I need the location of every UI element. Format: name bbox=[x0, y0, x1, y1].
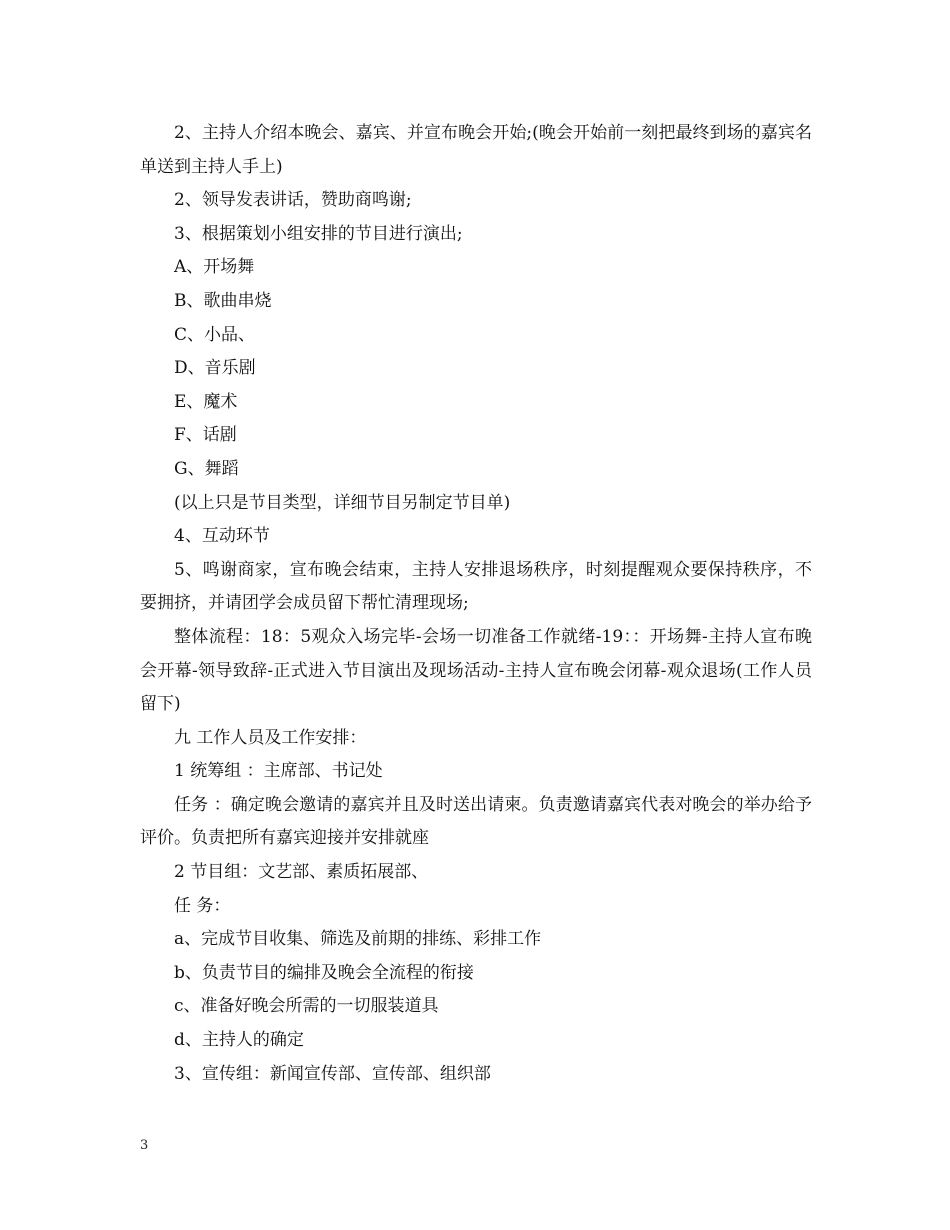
section-heading: 九 工作人员及工作安排： bbox=[174, 727, 367, 748]
paragraph: 5、鸣谢商家，宣布晚会结束，主持人安排退场秩序，时刻提醒观众要保持秩序，不要拥挤，并请团学会成员留下帮忙清理现场; bbox=[140, 559, 812, 614]
paragraph: a、完成节目收集、筛选及前期的排练、彩排工作 bbox=[174, 929, 542, 950]
paragraph: A、开场舞 bbox=[174, 257, 255, 278]
paragraph: 2、主持人介绍本晚会、嘉宾、并宣布晚会开始;(晚会开始前一刻把最终到场的嘉宾名单送到主持人手上) bbox=[140, 123, 812, 177]
page-number: 3 bbox=[140, 1138, 149, 1153]
document-body bbox=[140, 117, 812, 1091]
paragraph: (以上只是节目类型，详细节目另制定节目单) bbox=[174, 492, 511, 513]
paragraph: 2、领导发表讲话，赞助商鸣谢; bbox=[174, 190, 412, 211]
paragraph: 3、根据策划小组安排的节目进行演出; bbox=[174, 223, 463, 244]
paragraph: d、主持人的确定 bbox=[174, 1030, 304, 1051]
paragraph: 1 统筹组 ：主席部、书记处 bbox=[174, 761, 383, 782]
paragraph: C、小品、 bbox=[174, 324, 256, 345]
paragraph: 3、宣传组：新闻宣传部、宣传部、组织部 bbox=[174, 1063, 491, 1084]
paragraph: b、负责节目的编排及晚会全流程的衔接 bbox=[174, 962, 474, 983]
paragraph: 任 务： bbox=[174, 895, 231, 916]
paragraph: E、魔术 bbox=[174, 391, 238, 412]
paragraph: 整体流程：18：5观众入场完毕-会场一切准备工作就绪-19：：开场舞-主持人宣布晚会开幕-领导致辞-正式进入节目演出及现场活动-主持人宣布晚会闭幕-观众退场(工作人员留下) bbox=[140, 626, 812, 715]
paragraph: 任务 ：确定晚会邀请的嘉宾并且及时送出请柬。负责邀请嘉宾代表对晚会的举办给予评价。负责把所有嘉宾迎接并安排就座 bbox=[140, 794, 812, 849]
paragraph: c、准备好晚会所需的一切服装道具 bbox=[174, 996, 439, 1017]
paragraph: 4、互动环节 bbox=[174, 526, 270, 547]
paragraph: B、歌曲串烧 bbox=[174, 290, 272, 311]
paragraph: 2 节目组：文艺部、素质拓展部、 bbox=[174, 862, 429, 883]
paragraph: G、舞蹈 bbox=[174, 458, 239, 479]
paragraph: D、音乐剧 bbox=[174, 358, 256, 379]
paragraph: F、话剧 bbox=[174, 425, 237, 446]
